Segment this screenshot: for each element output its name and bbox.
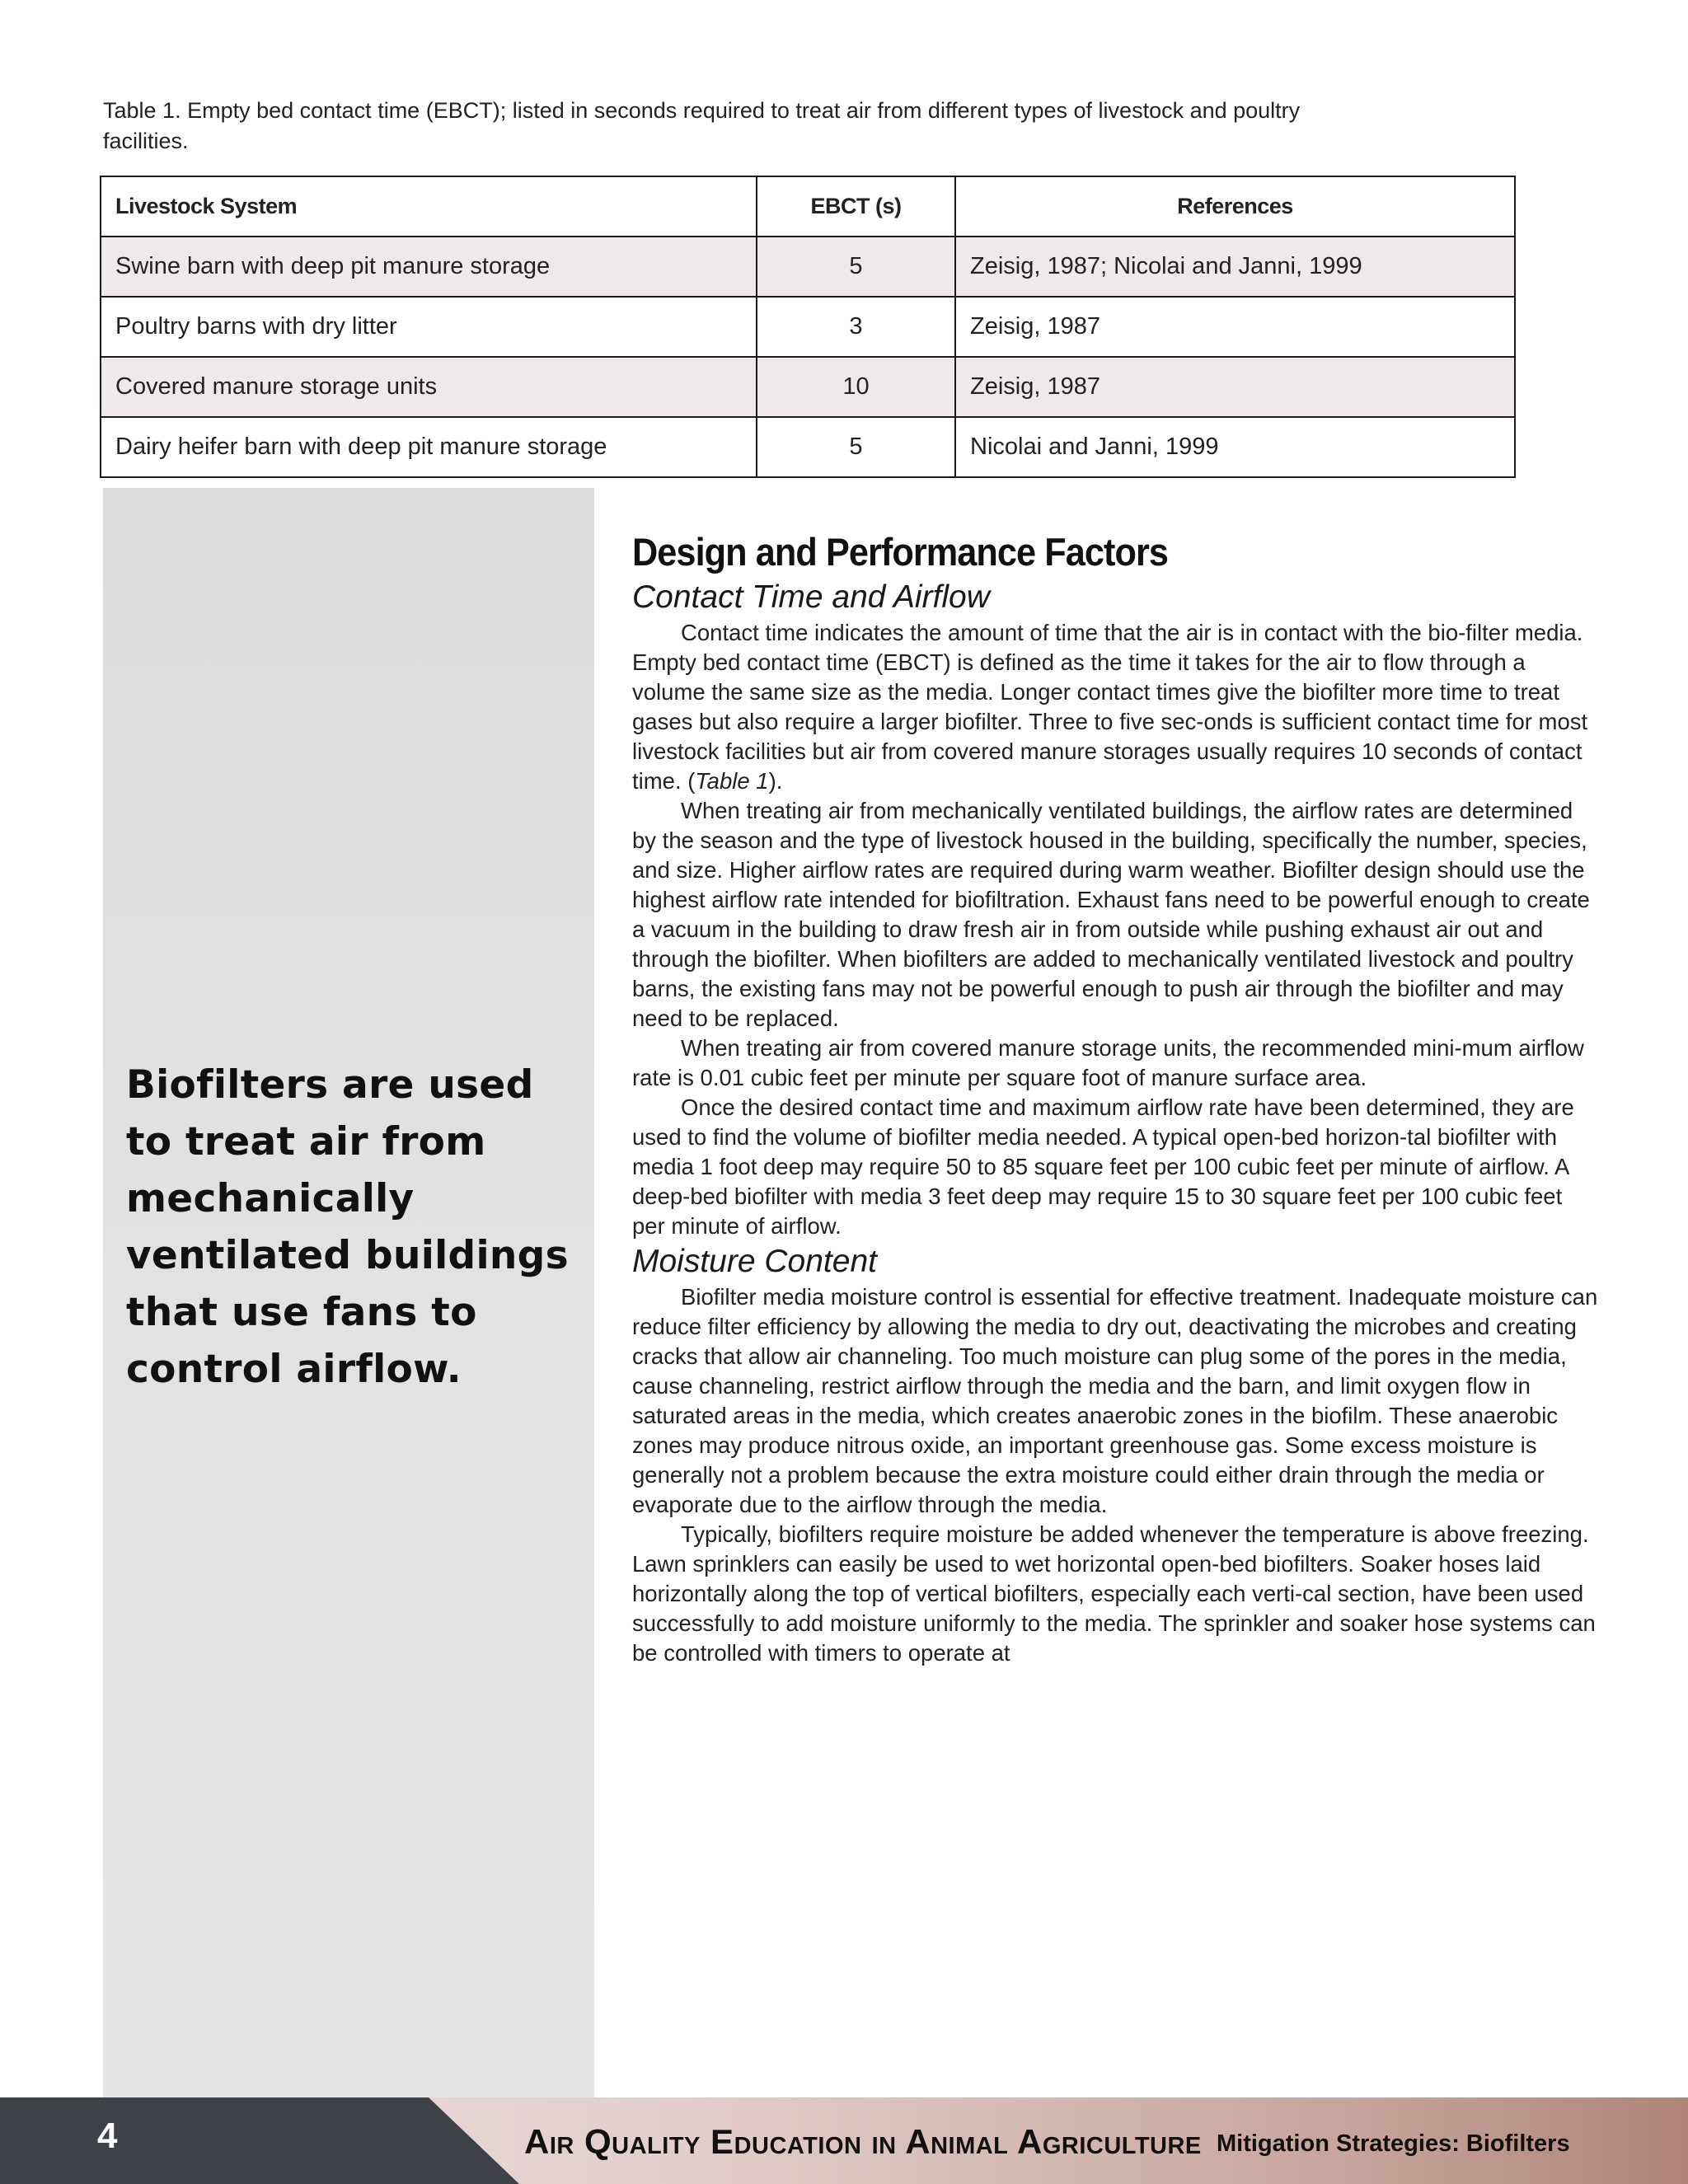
section-title: Design and Performance Factors (632, 530, 1169, 574)
paragraph-airflow-rates: When treating air from mechanically ventilated buildings, the airflow rates are determined by the season and the type of livestock housed in the building, specifically the number, species, and size. Higher airflow rates are required during warm weather. Biofilter design should use the highest airflow rate intended for biofiltration. Exhaust fans need to be powerful enough to create a vacuum in the building to draw fresh air in from outside while pushing exhaust air out and through the biofilter. When biofilters are added to mechanically ventilated livestock and poultry barns, the existing fans may not be powerful enough to push air through the biofilter and may need to be replaced. (632, 798, 1590, 1031)
series-title: Air Quality Education in Animal Agriculture (524, 2122, 1202, 2161)
paragraph-contact-time (632, 618, 1598, 796)
cell-livestock-system: Poultry barns with dry litter (101, 297, 757, 357)
table-row (101, 417, 1515, 477)
document-title: Mitigation Strategies: Biofilters (1217, 2130, 1570, 2157)
page-footer (0, 2097, 1688, 2184)
footer-page-number-tab (0, 2097, 519, 2184)
cell-references: Nicolai and Janni, 1999 (955, 417, 1515, 477)
pull-quote: Biofilters are used to treat air from mechanically ventilated buildings that use fans to control airflow. (126, 1062, 569, 1392)
paragraph-text: Contact time indicates the amount of time that the air is in contact with the bio-filter media. Empty bed contact time (EBCT) is defined as the time it takes for the air to flow through a volume the same size as the media. Longer contact times give the biofilter more time to treat gases but also require a larger biofilter. Three to five sec-onds is sufficient contact time for most livestock facilities but air from covered manure storages usually requires 10 seconds of contact time. ( (632, 620, 1588, 794)
table-reference: Table 1 (695, 768, 769, 794)
cell-references: Zeisig, 1987 (955, 357, 1515, 417)
cell-livestock-system: Dairy heifer barn with deep pit manure storage (101, 417, 757, 477)
table-row (101, 297, 1515, 357)
cell-livestock-system: Covered manure storage units (101, 357, 757, 417)
subheading-contact-time: Contact Time and Airflow (632, 579, 990, 615)
column-header-livestock-system: Livestock System (101, 176, 757, 237)
paragraph-manure-storage-airflow: When treating air from covered manure storage units, the recommended mini-mum airflow rate is 0.01 cubic feet per minute per square foot of manure surface area. (632, 1035, 1584, 1090)
ebct-table (100, 176, 1516, 478)
column-header-references: References (955, 176, 1515, 237)
cell-ebct: 5 (757, 417, 955, 477)
subheading-moisture-content: Moisture Content (632, 1244, 877, 1279)
table-row (101, 237, 1515, 297)
cell-references: Zeisig, 1987; Nicolai and Janni, 1999 (955, 237, 1515, 297)
paragraph-media-volume: Once the desired contact time and maximum airflow rate have been determined, they are used to find the volume of biofilter media needed. A typical open-bed horizon-tal biofilter with media 1 foot deep may require 50 to 85 square feet per 100 cubic feet per minute of airflow. A deep-bed biofilter with media 3 feet deep may require 15 to 30 square feet per 100 cubic feet per minute of airflow. (632, 1094, 1574, 1239)
table-header-row (101, 176, 1515, 237)
table-row (101, 357, 1515, 417)
cell-livestock-system: Swine barn with deep pit manure storage (101, 237, 757, 297)
table-caption: Table 1. Empty bed contact time (EBCT); listed in seconds required to treat air from different types of livestock and poultry facilities. (103, 98, 1301, 153)
page-number: 4 (97, 2116, 118, 2156)
cell-ebct: 5 (757, 237, 955, 297)
main-column (632, 527, 1598, 1668)
paragraph-adding-moisture: Typically, biofilters require moisture be added whenever the temperature is above freezing. Lawn sprinklers can easily be used to wet horizontal open-bed biofilters. Soaker hoses laid horizontally along the top of vertical biofilters, especially each verti-cal section, have been used successfully to add moisture uniformly to the media. The sprinkler and soaker hose systems can be controlled with timers to operate at (632, 1521, 1596, 1666)
paragraph-text: ). (768, 768, 783, 794)
cell-ebct: 10 (757, 357, 955, 417)
column-header-ebct: EBCT (s) (757, 176, 955, 237)
cell-ebct: 3 (757, 297, 955, 357)
paragraph-moisture-control: Biofilter media moisture control is essential for effective treatment. Inadequate moisture can reduce filter efficiency by allowing the media to dry out, deactivating the microbes and creating cracks that allow air channeling. Too much moisture can plug some of the pores in the media, cause channeling, restrict airflow through the media and the barn, and limit oxygen flow in saturated areas in the media, which creates anaerobic zones in the biofilm. These anaerobic zones may produce nitrous oxide, an important greenhouse gas. Some excess moisture is generally not a problem because the extra moisture could either drain through the media or evaporate due to the airflow through the media. (632, 1284, 1598, 1517)
cell-references: Zeisig, 1987 (955, 297, 1515, 357)
